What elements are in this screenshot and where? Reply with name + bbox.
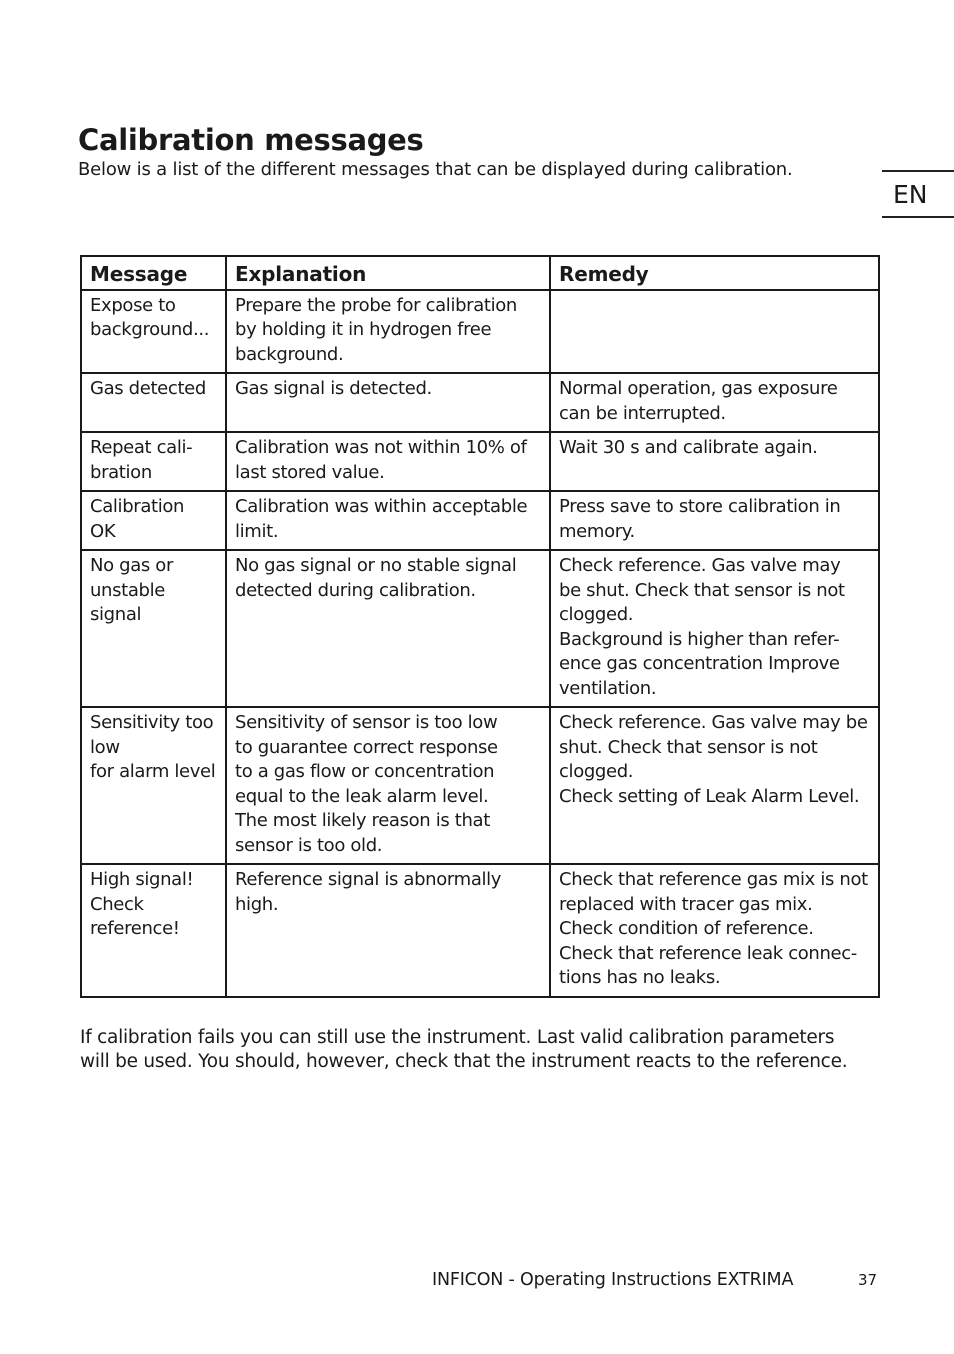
cell-text-line: replaced with tracer gas mix. bbox=[559, 893, 813, 915]
cell-text-line: be shut. Check that sensor is not bbox=[559, 579, 845, 601]
cell-text-line: Check setting of Leak Alarm Level. bbox=[559, 785, 860, 807]
cell-text-line: high. bbox=[235, 893, 279, 915]
cell-text-line: limit. bbox=[235, 520, 279, 542]
cell-text-line: Normal operation, gas exposure bbox=[559, 378, 838, 399]
cell-text-line: to guarantee correct response bbox=[235, 736, 498, 758]
cell-text-line: Check bbox=[90, 893, 144, 915]
table-row bbox=[81, 864, 879, 997]
cell-message bbox=[81, 290, 226, 374]
cell-remedy bbox=[550, 707, 879, 864]
table-row bbox=[81, 373, 879, 432]
cell-text-line: Gas detected bbox=[90, 378, 206, 399]
cell-text-line: background. bbox=[235, 343, 344, 365]
cell-remedy bbox=[550, 864, 879, 997]
header-remedy: Remedy bbox=[550, 256, 879, 290]
cell-text-line: unstable bbox=[90, 579, 165, 601]
cell-explanation bbox=[226, 550, 550, 707]
cell-message bbox=[81, 864, 226, 997]
cell-text-line: clogged. bbox=[559, 604, 634, 625]
cell-text-line: Repeat cali- bbox=[90, 437, 193, 458]
cell-text-line: for alarm level bbox=[90, 761, 216, 782]
cell-text-line: reference! bbox=[90, 918, 180, 939]
cell-explanation bbox=[226, 432, 550, 491]
cell-message bbox=[81, 707, 226, 864]
cell-text-line: Gas signal is detected. bbox=[235, 378, 432, 399]
table-row bbox=[81, 432, 879, 491]
cell-text-line: background... bbox=[90, 319, 210, 340]
table-body bbox=[81, 290, 879, 997]
cell-text-line: Check that reference gas mix is not bbox=[559, 869, 868, 890]
cell-text-line: Sensitivity too bbox=[90, 712, 214, 733]
table-header-row bbox=[81, 256, 879, 290]
cell-text-line: clogged. bbox=[559, 761, 634, 782]
header-explanation: Explanation bbox=[226, 256, 550, 290]
cell-message bbox=[81, 432, 226, 491]
cell-text-line: Check condition of reference. bbox=[559, 918, 814, 939]
cell-text-line: Calibration was within acceptable bbox=[235, 496, 528, 517]
note-line: will be used. You should, however, check that the instrument reacts to the reference. bbox=[80, 1051, 848, 1072]
header-message: Message bbox=[81, 256, 226, 290]
cell-remedy bbox=[550, 432, 879, 491]
cell-text-line: Check reference. Gas valve may be bbox=[559, 712, 868, 733]
cell-remedy bbox=[550, 290, 879, 374]
table-row bbox=[81, 491, 879, 550]
cell-text-line: by holding it in hydrogen free bbox=[235, 319, 492, 340]
cell-message bbox=[81, 373, 226, 432]
cell-text-line: Wait 30 s and calibrate again. bbox=[559, 437, 818, 458]
calibration-messages-table bbox=[80, 255, 880, 998]
cell-text-line: OK bbox=[90, 520, 116, 542]
cell-remedy bbox=[550, 491, 879, 550]
cell-text-line: signal bbox=[90, 604, 142, 625]
cell-explanation bbox=[226, 290, 550, 374]
cell-text-line: No gas or bbox=[90, 555, 174, 576]
cell-text-line: low bbox=[90, 736, 120, 758]
note-line: If calibration fails you can still use the instrument. Last valid calibration parameters bbox=[80, 1027, 835, 1048]
cell-text-line: Background is higher than refer- bbox=[559, 628, 840, 650]
cell-text-line: ence gas concentration Improve bbox=[559, 653, 840, 674]
cell-text-line: Prepare the probe for calibration bbox=[235, 294, 517, 316]
cell-explanation bbox=[226, 707, 550, 864]
cell-text-line: Check reference. Gas valve may bbox=[559, 555, 841, 576]
cell-text-line: memory. bbox=[559, 520, 635, 542]
cell-text-line: to a gas flow or concentration bbox=[235, 761, 495, 782]
page-subtitle: Below is a list of the different messages that can be displayed during calibration. bbox=[78, 159, 793, 180]
cell-text-line: No gas signal or no stable signal bbox=[235, 555, 517, 576]
cell-text-line: tions has no leaks. bbox=[559, 967, 721, 988]
cell-text-line: detected during calibration. bbox=[235, 579, 476, 601]
cell-text-line: Check that reference leak connec- bbox=[559, 942, 857, 964]
cell-text-line: Sensitivity of sensor is too low bbox=[235, 712, 498, 733]
cell-text-line: shut. Check that sensor is not bbox=[559, 736, 818, 758]
cell-remedy bbox=[550, 550, 879, 707]
cell-text-line: last stored value. bbox=[235, 461, 385, 483]
cell-text-line: ventilation. bbox=[559, 677, 657, 699]
cell-text-line: Press save to store calibration in bbox=[559, 496, 841, 517]
cell-text-line: sensor is too old. bbox=[235, 834, 383, 856]
cell-text-line: equal to the leak alarm level. bbox=[235, 785, 489, 807]
cell-text-line: The most likely reason is that bbox=[235, 810, 490, 831]
cell-remedy bbox=[550, 373, 879, 432]
cell-message bbox=[81, 550, 226, 707]
table-row bbox=[81, 290, 879, 374]
cell-explanation bbox=[226, 373, 550, 432]
table-row bbox=[81, 707, 879, 864]
page-title: Calibration messages bbox=[78, 123, 424, 157]
footer-document-title: INFICON - Operating Instructions EXTRIMA bbox=[432, 1270, 794, 1290]
cell-text-line: High signal! bbox=[90, 869, 194, 890]
cell-text-line: Expose to bbox=[90, 294, 176, 316]
language-tab-label: EN bbox=[893, 180, 928, 209]
cell-explanation bbox=[226, 864, 550, 997]
cell-text-line: Reference signal is abnormally bbox=[235, 869, 502, 890]
cell-text-line: Calibration bbox=[90, 496, 185, 517]
table-row bbox=[81, 550, 879, 707]
cell-message bbox=[81, 491, 226, 550]
language-tab bbox=[882, 170, 954, 218]
cell-text-line: can be interrupted. bbox=[559, 402, 726, 424]
cell-text-line: Calibration was not within 10% of bbox=[235, 437, 527, 458]
cell-explanation bbox=[226, 491, 550, 550]
cell-text-line: bration bbox=[90, 461, 152, 483]
page-number: 37 bbox=[858, 1271, 878, 1289]
calibration-failure-note bbox=[80, 1026, 880, 1074]
